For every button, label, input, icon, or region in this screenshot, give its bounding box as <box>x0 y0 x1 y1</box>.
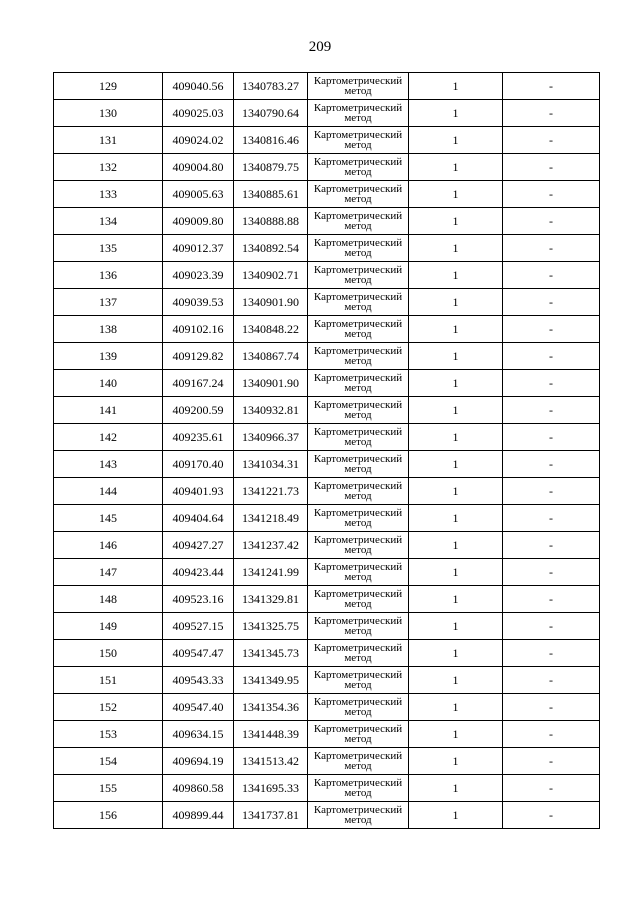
y-coordinate-cell: 1341034.31 <box>234 451 308 478</box>
point-number-cell: 134 <box>54 208 163 235</box>
x-coordinate-cell: 409005.63 <box>163 181 234 208</box>
accuracy-cell: 1 <box>409 235 503 262</box>
method-label-line1: Картометрический <box>313 696 403 708</box>
note-cell: - <box>503 289 600 316</box>
method-label-line2: метод <box>344 814 372 826</box>
table-row <box>54 505 600 532</box>
accuracy-cell: 1 <box>409 559 503 586</box>
y-coordinate-cell: 1341448.39 <box>234 721 308 748</box>
note-cell: - <box>503 127 600 154</box>
table-row <box>54 262 600 289</box>
y-coordinate-cell: 1341345.73 <box>234 640 308 667</box>
table-row <box>54 397 600 424</box>
point-number-cell: 136 <box>54 262 163 289</box>
point-number-cell: 133 <box>54 181 163 208</box>
y-coordinate-cell: 1340932.81 <box>234 397 308 424</box>
point-number-cell: 150 <box>54 640 163 667</box>
table-row <box>54 316 600 343</box>
table-row <box>54 748 600 775</box>
point-number-cell: 148 <box>54 586 163 613</box>
x-coordinate-cell: 409023.39 <box>163 262 234 289</box>
note-cell: - <box>503 73 600 100</box>
point-number-cell: 140 <box>54 370 163 397</box>
accuracy-cell: 1 <box>409 181 503 208</box>
table-row <box>54 208 600 235</box>
accuracy-cell: 1 <box>409 343 503 370</box>
note-cell: - <box>503 100 600 127</box>
y-coordinate-cell: 1341237.42 <box>234 532 308 559</box>
y-coordinate-cell: 1340885.61 <box>234 181 308 208</box>
y-coordinate-cell: 1340902.71 <box>234 262 308 289</box>
note-cell: - <box>503 478 600 505</box>
x-coordinate-cell: 409025.03 <box>163 100 234 127</box>
accuracy-cell: 1 <box>409 370 503 397</box>
note-cell: - <box>503 154 600 181</box>
point-number-cell: 132 <box>54 154 163 181</box>
method-label-line1: Картометрический <box>313 156 403 168</box>
table-row <box>54 640 600 667</box>
method-label-line1: Картометрический <box>313 237 403 249</box>
accuracy-cell: 1 <box>409 532 503 559</box>
table-row <box>54 667 600 694</box>
table-row <box>54 532 600 559</box>
x-coordinate-cell: 409404.64 <box>163 505 234 532</box>
x-coordinate-cell: 409523.16 <box>163 586 234 613</box>
method-cell <box>308 559 409 586</box>
method-cell <box>308 451 409 478</box>
point-number-cell: 156 <box>54 802 163 829</box>
point-number-cell: 152 <box>54 694 163 721</box>
method-label-line2: метод <box>344 328 372 340</box>
method-label-line2: метод <box>344 220 372 232</box>
method-cell <box>308 505 409 532</box>
x-coordinate-cell: 409024.02 <box>163 127 234 154</box>
point-number-cell: 130 <box>54 100 163 127</box>
method-label-line1: Картометрический <box>313 534 403 546</box>
method-label-line2: метод <box>344 409 372 421</box>
table-row <box>54 424 600 451</box>
x-coordinate-cell: 409427.27 <box>163 532 234 559</box>
method-label-line1: Картометрический <box>313 588 403 600</box>
method-cell <box>308 694 409 721</box>
method-cell <box>308 532 409 559</box>
y-coordinate-cell: 1341325.75 <box>234 613 308 640</box>
coordinates-table <box>53 72 600 829</box>
accuracy-cell: 1 <box>409 775 503 802</box>
method-label-line1: Картометрический <box>313 804 403 816</box>
method-label-line1: Картометрический <box>313 723 403 735</box>
note-cell: - <box>503 721 600 748</box>
accuracy-cell: 1 <box>409 451 503 478</box>
accuracy-cell: 1 <box>409 640 503 667</box>
accuracy-cell: 1 <box>409 316 503 343</box>
table-row <box>54 802 600 829</box>
accuracy-cell: 1 <box>409 802 503 829</box>
method-label-line1: Картометрический <box>313 453 403 465</box>
table-row <box>54 775 600 802</box>
note-cell: - <box>503 181 600 208</box>
method-label-line2: метод <box>344 625 372 637</box>
accuracy-cell: 1 <box>409 397 503 424</box>
y-coordinate-cell: 1341349.95 <box>234 667 308 694</box>
method-cell <box>308 208 409 235</box>
page-number: 209 <box>308 39 332 55</box>
note-cell: - <box>503 694 600 721</box>
x-coordinate-cell: 409527.15 <box>163 613 234 640</box>
method-cell <box>308 478 409 505</box>
method-label-line1: Картометрический <box>313 291 403 303</box>
table-row <box>54 73 600 100</box>
y-coordinate-cell: 1341737.81 <box>234 802 308 829</box>
x-coordinate-cell: 409167.24 <box>163 370 234 397</box>
note-cell: - <box>503 451 600 478</box>
y-coordinate-cell: 1341221.73 <box>234 478 308 505</box>
accuracy-cell: 1 <box>409 613 503 640</box>
point-number-cell: 149 <box>54 613 163 640</box>
note-cell: - <box>503 397 600 424</box>
accuracy-cell: 1 <box>409 208 503 235</box>
method-label-line2: метод <box>344 247 372 259</box>
x-coordinate-cell: 409401.93 <box>163 478 234 505</box>
method-label-line1: Картометрический <box>313 102 403 114</box>
method-cell <box>308 154 409 181</box>
x-coordinate-cell: 409009.80 <box>163 208 234 235</box>
method-label-line1: Картометрический <box>313 642 403 654</box>
method-cell <box>308 100 409 127</box>
x-coordinate-cell: 409694.19 <box>163 748 234 775</box>
method-label-line2: метод <box>344 760 372 772</box>
y-coordinate-cell: 1340892.54 <box>234 235 308 262</box>
point-number-cell: 144 <box>54 478 163 505</box>
note-cell: - <box>503 370 600 397</box>
x-coordinate-cell: 409040.56 <box>163 73 234 100</box>
table-row <box>54 127 600 154</box>
accuracy-cell: 1 <box>409 748 503 775</box>
method-cell <box>308 316 409 343</box>
method-label-line2: метод <box>344 355 372 367</box>
point-number-cell: 131 <box>54 127 163 154</box>
method-cell <box>308 667 409 694</box>
accuracy-cell: 1 <box>409 667 503 694</box>
accuracy-cell: 1 <box>409 478 503 505</box>
note-cell: - <box>503 208 600 235</box>
method-label-line1: Картометрический <box>313 264 403 276</box>
x-coordinate-cell: 409012.37 <box>163 235 234 262</box>
method-cell <box>308 721 409 748</box>
method-cell <box>308 343 409 370</box>
x-coordinate-cell: 409039.53 <box>163 289 234 316</box>
table-row <box>54 181 600 208</box>
method-label-line2: метод <box>344 787 372 799</box>
method-label-line2: метод <box>344 274 372 286</box>
method-label-line2: метод <box>344 490 372 502</box>
method-label-line1: Картометрический <box>313 318 403 330</box>
y-coordinate-cell: 1340848.22 <box>234 316 308 343</box>
x-coordinate-cell: 409235.61 <box>163 424 234 451</box>
y-coordinate-cell: 1341354.36 <box>234 694 308 721</box>
table-row <box>54 100 600 127</box>
table-row <box>54 370 600 397</box>
method-label-line2: метод <box>344 85 372 97</box>
method-label-line2: метод <box>344 301 372 313</box>
y-coordinate-cell: 1340901.90 <box>234 370 308 397</box>
method-label-line1: Картометрический <box>313 345 403 357</box>
point-number-cell: 154 <box>54 748 163 775</box>
table-row <box>54 235 600 262</box>
x-coordinate-cell: 409423.44 <box>163 559 234 586</box>
method-cell <box>308 370 409 397</box>
y-coordinate-cell: 1340888.88 <box>234 208 308 235</box>
note-cell: - <box>503 586 600 613</box>
point-number-cell: 135 <box>54 235 163 262</box>
accuracy-cell: 1 <box>409 127 503 154</box>
method-label-line1: Картометрический <box>313 210 403 222</box>
method-cell <box>308 181 409 208</box>
method-cell <box>308 802 409 829</box>
accuracy-cell: 1 <box>409 262 503 289</box>
note-cell: - <box>503 235 600 262</box>
x-coordinate-cell: 409170.40 <box>163 451 234 478</box>
accuracy-cell: 1 <box>409 586 503 613</box>
x-coordinate-cell: 409543.33 <box>163 667 234 694</box>
method-label-line1: Картометрический <box>313 750 403 762</box>
note-cell: - <box>503 775 600 802</box>
method-label-line2: метод <box>344 652 372 664</box>
method-label-line1: Картометрический <box>313 777 403 789</box>
method-cell <box>308 640 409 667</box>
accuracy-cell: 1 <box>409 694 503 721</box>
method-cell <box>308 424 409 451</box>
method-cell <box>308 235 409 262</box>
method-label-line1: Картометрический <box>313 129 403 141</box>
table-row <box>54 586 600 613</box>
method-cell <box>308 73 409 100</box>
table-row <box>54 343 600 370</box>
accuracy-cell: 1 <box>409 424 503 451</box>
point-number-cell: 151 <box>54 667 163 694</box>
method-label-line2: метод <box>344 139 372 151</box>
accuracy-cell: 1 <box>409 73 503 100</box>
method-label-line2: метод <box>344 517 372 529</box>
accuracy-cell: 1 <box>409 100 503 127</box>
x-coordinate-cell: 409860.58 <box>163 775 234 802</box>
table-row <box>54 721 600 748</box>
method-cell <box>308 289 409 316</box>
table-row <box>54 694 600 721</box>
note-cell: - <box>503 262 600 289</box>
y-coordinate-cell: 1340783.27 <box>234 73 308 100</box>
method-label-line2: метод <box>344 733 372 745</box>
accuracy-cell: 1 <box>409 721 503 748</box>
point-number-cell: 129 <box>54 73 163 100</box>
accuracy-cell: 1 <box>409 154 503 181</box>
method-label-line1: Картометрический <box>313 426 403 438</box>
note-cell: - <box>503 748 600 775</box>
y-coordinate-cell: 1340790.64 <box>234 100 308 127</box>
method-label-line2: метод <box>344 463 372 475</box>
note-cell: - <box>503 640 600 667</box>
note-cell: - <box>503 343 600 370</box>
note-cell: - <box>503 424 600 451</box>
note-cell: - <box>503 559 600 586</box>
note-cell: - <box>503 802 600 829</box>
method-label-line2: метод <box>344 571 372 583</box>
y-coordinate-cell: 1341329.81 <box>234 586 308 613</box>
point-number-cell: 139 <box>54 343 163 370</box>
method-label-line1: Картометрический <box>313 615 403 627</box>
y-coordinate-cell: 1341241.99 <box>234 559 308 586</box>
x-coordinate-cell: 409899.44 <box>163 802 234 829</box>
point-number-cell: 142 <box>54 424 163 451</box>
method-label-line2: метод <box>344 598 372 610</box>
method-label-line1: Картометрический <box>313 75 403 87</box>
point-number-cell: 141 <box>54 397 163 424</box>
x-coordinate-cell: 409004.80 <box>163 154 234 181</box>
method-label-line2: метод <box>344 706 372 718</box>
method-label-line1: Картометрический <box>313 480 403 492</box>
method-label-line1: Картометрический <box>313 669 403 681</box>
point-number-cell: 137 <box>54 289 163 316</box>
point-number-cell: 146 <box>54 532 163 559</box>
x-coordinate-cell: 409200.59 <box>163 397 234 424</box>
table-row <box>54 613 600 640</box>
note-cell: - <box>503 613 600 640</box>
method-label-line1: Картометрический <box>313 561 403 573</box>
y-coordinate-cell: 1340879.75 <box>234 154 308 181</box>
method-label-line1: Картометрический <box>313 507 403 519</box>
accuracy-cell: 1 <box>409 289 503 316</box>
method-label-line2: метод <box>344 679 372 691</box>
method-cell <box>308 748 409 775</box>
point-number-cell: 145 <box>54 505 163 532</box>
note-cell: - <box>503 505 600 532</box>
method-label-line2: метод <box>344 382 372 394</box>
table-row <box>54 289 600 316</box>
point-number-cell: 143 <box>54 451 163 478</box>
method-cell <box>308 127 409 154</box>
y-coordinate-cell: 1341513.42 <box>234 748 308 775</box>
method-cell <box>308 397 409 424</box>
method-label-line1: Картометрический <box>313 399 403 411</box>
point-number-cell: 153 <box>54 721 163 748</box>
method-cell <box>308 775 409 802</box>
method-label-line2: метод <box>344 193 372 205</box>
point-number-cell: 138 <box>54 316 163 343</box>
accuracy-cell: 1 <box>409 505 503 532</box>
y-coordinate-cell: 1341218.49 <box>234 505 308 532</box>
y-coordinate-cell: 1340816.46 <box>234 127 308 154</box>
note-cell: - <box>503 532 600 559</box>
note-cell: - <box>503 316 600 343</box>
point-number-cell: 147 <box>54 559 163 586</box>
note-cell: - <box>503 667 600 694</box>
method-label-line1: Картометрический <box>313 183 403 195</box>
method-label-line2: метод <box>344 112 372 124</box>
method-label-line2: метод <box>344 544 372 556</box>
table-row <box>54 154 600 181</box>
method-label-line2: метод <box>344 436 372 448</box>
table-row <box>54 451 600 478</box>
x-coordinate-cell: 409129.82 <box>163 343 234 370</box>
y-coordinate-cell: 1340901.90 <box>234 289 308 316</box>
method-cell <box>308 262 409 289</box>
method-label-line2: метод <box>344 166 372 178</box>
y-coordinate-cell: 1340867.74 <box>234 343 308 370</box>
point-number-cell: 155 <box>54 775 163 802</box>
y-coordinate-cell: 1340966.37 <box>234 424 308 451</box>
table-row <box>54 478 600 505</box>
method-label-line1: Картометрический <box>313 372 403 384</box>
y-coordinate-cell: 1341695.33 <box>234 775 308 802</box>
table-row <box>54 559 600 586</box>
x-coordinate-cell: 409547.40 <box>163 694 234 721</box>
x-coordinate-cell: 409547.47 <box>163 640 234 667</box>
x-coordinate-cell: 409634.15 <box>163 721 234 748</box>
method-cell <box>308 613 409 640</box>
method-cell <box>308 586 409 613</box>
x-coordinate-cell: 409102.16 <box>163 316 234 343</box>
table-body <box>54 73 600 829</box>
